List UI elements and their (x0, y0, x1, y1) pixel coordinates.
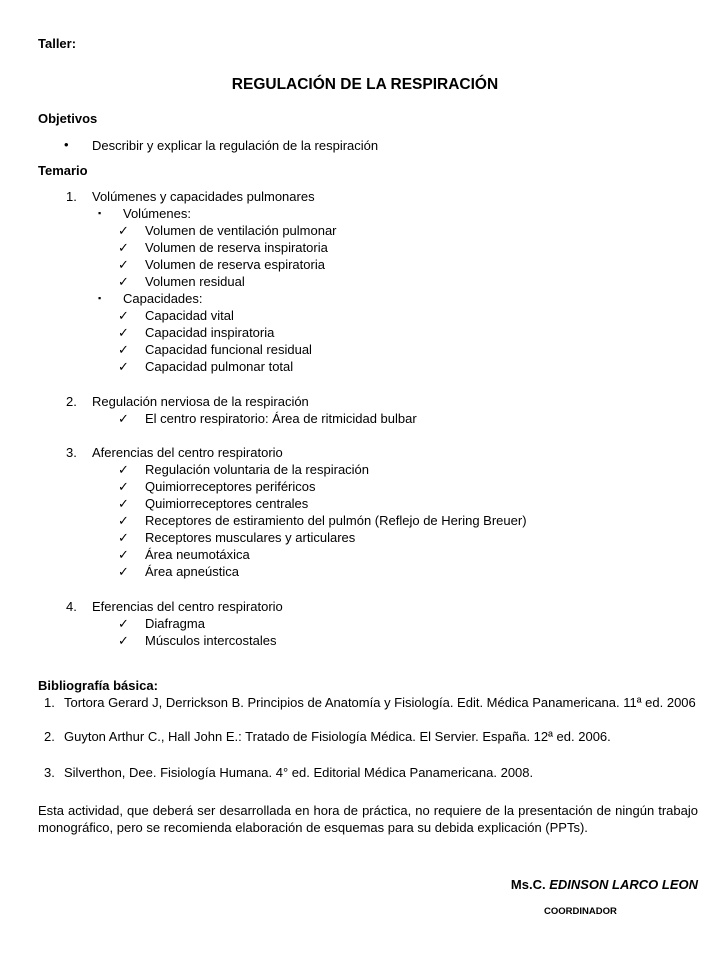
check-icon: ✓ (118, 496, 129, 511)
section-title: Volúmenes y capacidades pulmonares (92, 189, 315, 204)
list-item: El centro respiratorio: Área de ritmicidad bulbar (145, 411, 417, 426)
section-title: Regulación nerviosa de la respiración (92, 394, 309, 409)
section-number: 3. (66, 445, 77, 460)
taller-label: Taller: (38, 36, 77, 51)
check-icon: ✓ (118, 240, 129, 255)
section-title: Aferencias del centro respiratorio (92, 445, 283, 460)
check-icon: ✓ (118, 513, 129, 528)
check-icon: ✓ (118, 342, 129, 357)
check-icon: ✓ (118, 530, 129, 545)
check-icon: ✓ (118, 223, 129, 238)
list-item: Diafragma (145, 616, 205, 631)
signature-name: EDINSON LARCO LEON (549, 877, 698, 892)
activity-note: Esta actividad, que deberá ser desarrollada en hora de práctica, no requiere de la presentación de ningún trabajo monográfico, pero se recomienda elaboración de esquemas para su debida explicación (PPTs). (38, 803, 698, 835)
check-icon: ✓ (118, 547, 129, 562)
bibliography-text: Tortora Gerard J, Derrickson B. Principios de Anatomía y Fisiología. Edit. Médica Panamericana. 11ª ed. 2006 (64, 695, 696, 710)
list-item: Músculos intercostales (145, 633, 277, 648)
check-icon: ✓ (118, 411, 129, 426)
list-item: Capacidad pulmonar total (145, 359, 294, 374)
section-title: Eferencias del centro respiratorio (92, 599, 283, 614)
square-bullet-icon: ▪ (98, 208, 102, 218)
check-icon: ✓ (118, 257, 129, 272)
signature (511, 876, 698, 893)
subsection-label: Capacidades: (123, 291, 203, 306)
check-icon: ✓ (118, 462, 129, 477)
list-item: Capacidad funcional residual (145, 342, 312, 357)
bibliografia-heading: Bibliografía básica: (38, 678, 158, 693)
check-icon: ✓ (118, 633, 129, 648)
bibliography-number: 2. (44, 729, 55, 744)
section-number: 1. (66, 189, 77, 204)
subsection-label: Volúmenes: (123, 206, 191, 221)
page-title: REGULACIÓN DE LA RESPIRACIÓN (231, 76, 499, 93)
bibliography-item (44, 728, 697, 745)
check-icon: ✓ (118, 616, 129, 631)
bibliography-number: 1. (44, 695, 55, 710)
bibliography-number: 3. (44, 765, 55, 780)
list-item: Volumen de ventilación pulmonar (145, 223, 337, 238)
temario-heading: Temario (38, 163, 88, 178)
bibliography-item (44, 694, 697, 711)
check-icon: ✓ (118, 479, 129, 494)
check-icon: ✓ (118, 308, 129, 323)
section-number: 2. (66, 394, 77, 409)
list-item: Área neumotáxica (145, 547, 250, 562)
objetivos-bullet: • (64, 137, 69, 152)
list-item: Área apneústica (145, 564, 239, 579)
section-number: 4. (66, 599, 77, 614)
list-item: Regulación voluntaria de la respiración (145, 462, 370, 477)
check-icon: ✓ (118, 564, 129, 579)
bibliography-text: Guyton Arthur C., Hall John E.: Tratado de Fisiología Médica. El Servier. España. 12ª ed. 2006. (64, 729, 611, 744)
list-item: Receptores de estiramiento del pulmón (Reflejo de Hering Breuer) (145, 513, 527, 528)
check-icon: ✓ (118, 325, 129, 340)
objetivos-item: Describir y explicar la regulación de la respiración (92, 138, 379, 153)
bibliography-item (44, 764, 697, 781)
list-item: Volumen de reserva inspiratoria (145, 240, 328, 255)
list-item: Volumen de reserva espiratoria (145, 257, 325, 272)
square-bullet-icon: ▪ (98, 293, 102, 303)
signature-prefix: Ms.C. (510, 877, 546, 892)
signature-role: COORDINADOR (544, 906, 617, 917)
list-item: Quimiorreceptores periféricos (145, 479, 316, 494)
list-item: Capacidad inspiratoria (145, 325, 275, 340)
check-icon: ✓ (118, 274, 129, 289)
list-item: Receptores musculares y articulares (145, 530, 356, 545)
list-item: Quimiorreceptores centrales (145, 496, 309, 511)
check-icon: ✓ (118, 359, 129, 374)
list-item: Capacidad vital (145, 308, 234, 323)
list-item: Volumen residual (145, 274, 245, 289)
bibliography-text: Silverthon, Dee. Fisiología Humana. 4° ed. Editorial Médica Panamericana. 2008. (64, 765, 534, 780)
objetivos-heading: Objetivos (38, 111, 98, 126)
